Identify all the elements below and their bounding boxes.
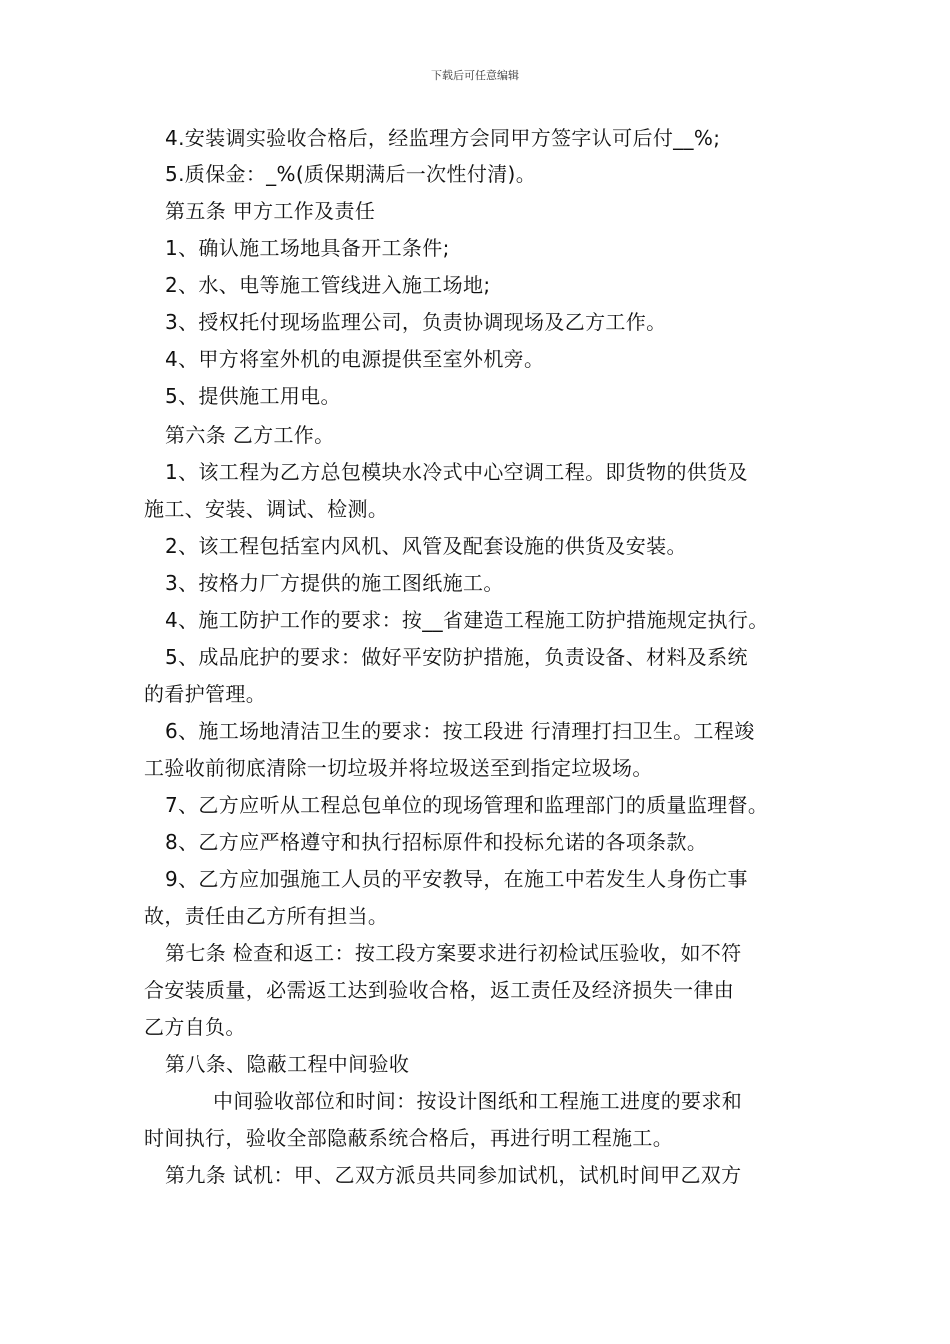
text-line: 4、施工防护工作的要求：按__省建造工程施工防护措施规定执行。 <box>165 608 769 632</box>
text-line: 中间验收部位和时间：按设计图纸和工程施工进度的要求和 <box>213 1089 743 1113</box>
text-line: 5.质保金：_%(质保期满后一次性付清)。 <box>165 162 537 186</box>
text-line: 7、乙方应听从工程总包单位的现场管理和监理部门的质量监理督。 <box>165 793 769 817</box>
text-line: 5、提供施工用电。 <box>165 384 341 408</box>
text-line: 4、甲方将室外机的电源提供至室外机旁。 <box>165 347 545 371</box>
text-line: 5、成品庇护的要求：做好平安防护措施，负责设备、材料及系统 <box>165 645 748 669</box>
text-line: 时间执行，验收全部隐蔽系统合格后，再进行明工程施工。 <box>144 1126 674 1150</box>
text-line: 9、乙方应加强施工人员的平安教导，在施工中若发生人身伤亡事 <box>165 867 748 891</box>
section-heading: 第五条 甲方工作及责任 <box>165 199 376 223</box>
text-line: 的看护管理。 <box>144 682 267 706</box>
text-line: 工验收前彻底清除一切垃圾并将垃圾送至到指定垃圾场。 <box>144 756 653 780</box>
text-line: 2、水、电等施工管线进入施工场地; <box>165 273 491 297</box>
text-line: 故，责任由乙方所有担当。 <box>144 904 389 928</box>
text-line: 4.安装调实验收合格后，经监理方会同甲方签字认可后付__%; <box>165 126 721 150</box>
section-heading: 第九条 试机：甲、乙双方派员共同参加试机，试机时间甲乙双方 <box>165 1163 742 1187</box>
text-line: 乙方自负。 <box>144 1015 246 1039</box>
text-line: 6、施工场地清洁卫生的要求：按工段进 行清理打扫卫生。工程竣 <box>165 719 755 743</box>
text-line: 施工、安装、调试、检测。 <box>144 497 389 521</box>
text-line: 3、按格力厂方提供的施工图纸施工。 <box>165 571 504 595</box>
section-heading: 第七条 检查和返工：按工段方案要求进行初检试压验收，如不符 <box>165 941 742 965</box>
text-line: 3、授权托付现场监理公司，负责协调现场及乙方工作。 <box>165 310 667 334</box>
text-line: 合安装质量，必需返工达到验收合格，返工责任及经济损失一律由 <box>144 978 735 1002</box>
text-line: 2、该工程包括室内风机、风管及配套设施的供货及安装。 <box>165 534 687 558</box>
page-header: 下载后可任意编辑 <box>431 69 519 82</box>
section-heading: 第六条 乙方工作。 <box>165 423 335 447</box>
section-heading: 第八条、隐蔽工程中间验收 <box>165 1052 410 1076</box>
text-line: 1、确认施工场地具备开工条件; <box>165 236 450 260</box>
text-line: 1、该工程为乙方总包模块水冷式中心空调工程。即货物的供货及 <box>165 460 748 484</box>
text-line: 8、乙方应严格遵守和执行招标原件和投标允诺的各项条款。 <box>165 830 708 854</box>
